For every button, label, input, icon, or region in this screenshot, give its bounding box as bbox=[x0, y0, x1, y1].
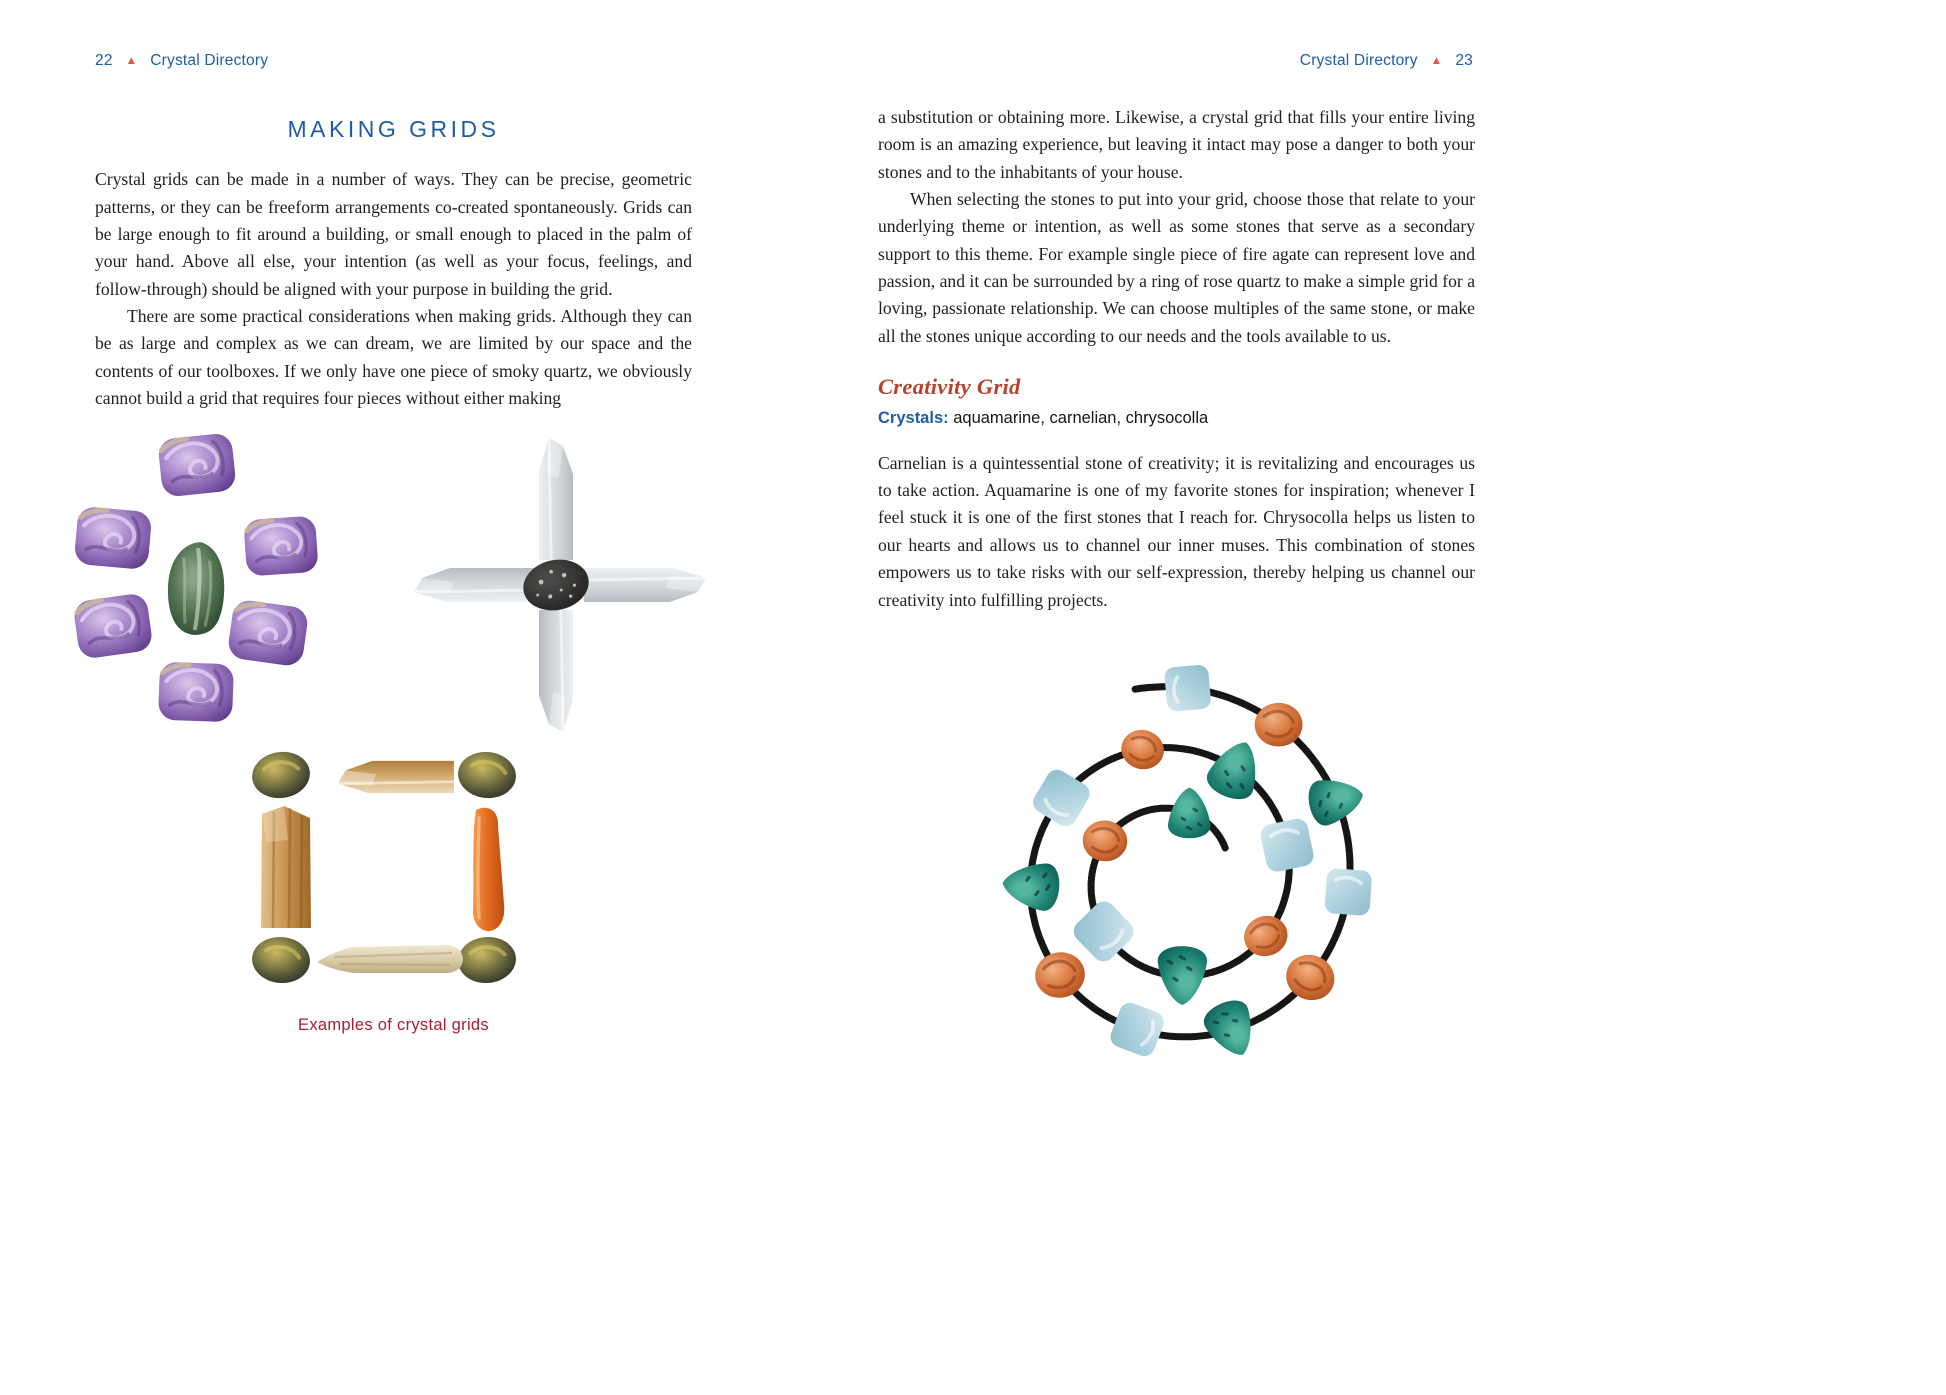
figure-caption: Examples of crystal grids bbox=[298, 1016, 489, 1034]
labradorite-stone bbox=[456, 749, 518, 801]
quartz-point bbox=[539, 438, 573, 560]
snowflake-obsidian-stone bbox=[519, 554, 594, 617]
right-header-title: Crystal Directory bbox=[1299, 52, 1418, 69]
charoite-stone bbox=[158, 662, 234, 723]
aquamarine-bead bbox=[1107, 1000, 1166, 1059]
labradorite-stone bbox=[456, 935, 518, 986]
tangerine-quartz-crystal bbox=[473, 808, 504, 931]
quartz-point bbox=[414, 568, 536, 602]
selenite-wand bbox=[317, 945, 463, 973]
carnelian-bead bbox=[1255, 703, 1303, 747]
labradorite-stone bbox=[250, 935, 312, 986]
golden-topaz-crystal bbox=[261, 806, 311, 928]
cross-grid bbox=[414, 438, 706, 732]
topaz-crystal bbox=[338, 761, 454, 793]
aquamarine-bead bbox=[1164, 664, 1212, 712]
labradorite-stone bbox=[249, 748, 313, 802]
chrysocolla-bead bbox=[1157, 946, 1207, 1005]
left-paragraph-2: There are some practical considerations when making grids. Although they can be as large and complex as we can dream, we are limited by our space and the contents of our toolboxes. If we only have one piece of smoky quartz, we obviously cannot build a grid that requires four pieces without either making bbox=[95, 306, 692, 409]
triangle-icon: ▲ bbox=[1430, 55, 1443, 67]
right-page-column bbox=[878, 104, 1475, 614]
triangle-icon: ▲ bbox=[125, 55, 138, 67]
charoite-stone bbox=[243, 515, 319, 576]
seraphinite-stone bbox=[166, 541, 227, 637]
crystals-label: Crystals: bbox=[878, 409, 949, 428]
charoite-stone bbox=[227, 598, 310, 667]
chrysocolla-bead bbox=[1199, 995, 1264, 1064]
chrysocolla-bead bbox=[1202, 733, 1268, 805]
left-page-column bbox=[95, 104, 692, 412]
square-grid bbox=[249, 748, 518, 985]
crystals-line bbox=[878, 405, 1475, 432]
right-paragraph-1: a substitution or obtaining more. Likewise, a crystal grid that fills your entire living room is an amazing experience, but leaving it intact may pose a danger to both your stones and to the inhabitants of your house. bbox=[878, 107, 1475, 182]
chrysocolla-bead bbox=[1305, 772, 1368, 828]
subsection-title: Creativity Grid bbox=[878, 374, 1021, 400]
charoite-stone bbox=[157, 432, 237, 497]
quartz-point bbox=[539, 610, 573, 732]
left-header-title: Crystal Directory bbox=[150, 52, 269, 69]
crystals-list: aquamarine, carnelian, chrysocolla bbox=[953, 409, 1209, 428]
quartz-point bbox=[584, 568, 706, 602]
creativity-grid-figure bbox=[972, 642, 1396, 1086]
crystal-grids-figure bbox=[70, 428, 730, 1003]
right-paragraph-3: Carnelian is a quintessential stone of creativity; it is revitalizing and encourages us to take action. Aquamarine is one of my favorite stones for inspiration; whenever I feel stuck it is one of the first stones that I reach for. Chrysocolla helps us listen to our hearts and allows us to channel our inner muses. This combination of stones empowers us to take risks with our self-expression, thereby helping us channel our creativity into fulfilling projects. bbox=[878, 452, 1475, 610]
right-page-number: 23 bbox=[1455, 52, 1473, 69]
right-running-head bbox=[878, 52, 1473, 70]
right-paragraph-2: When selecting the stones to put into your grid, choose those that relate to your underlying theme or intention, as well as some stones that serve as a secondary support to this theme. For example single piece of fire agate can represent love and passion, and it can be surrounded by a ring of rose quartz to make a simple grid for a loving, passionate relationship. We can choose multiples of the same stone, or make all the stones unique according to our needs and the tools available to us. bbox=[878, 189, 1475, 346]
charoite-stone bbox=[74, 506, 153, 570]
charoite-stone bbox=[72, 592, 153, 660]
chrysocolla-bead bbox=[1000, 859, 1061, 912]
aquamarine-bead bbox=[1324, 868, 1372, 916]
aquamarine-bead bbox=[1259, 817, 1316, 874]
left-running-head bbox=[95, 52, 268, 70]
section-title: MAKING GRIDS bbox=[287, 116, 500, 142]
chrysocolla-bead bbox=[1168, 787, 1211, 838]
carnelian-bead bbox=[1117, 725, 1168, 774]
left-paragraph-1: Crystal grids can be made in a number of ways. They can be precise, geometric patterns, or they can be freeform arrangements co-created spontaneously. Grids can be large enough to fit around a building, or small enough to placed in the palm of your hand. Above all else, your intention (as well as your focus, feelings, and follow-through) should be aligned with your purpose in building the grid. bbox=[95, 169, 692, 299]
left-page-number: 22 bbox=[95, 52, 113, 69]
circle-grid bbox=[72, 432, 318, 722]
